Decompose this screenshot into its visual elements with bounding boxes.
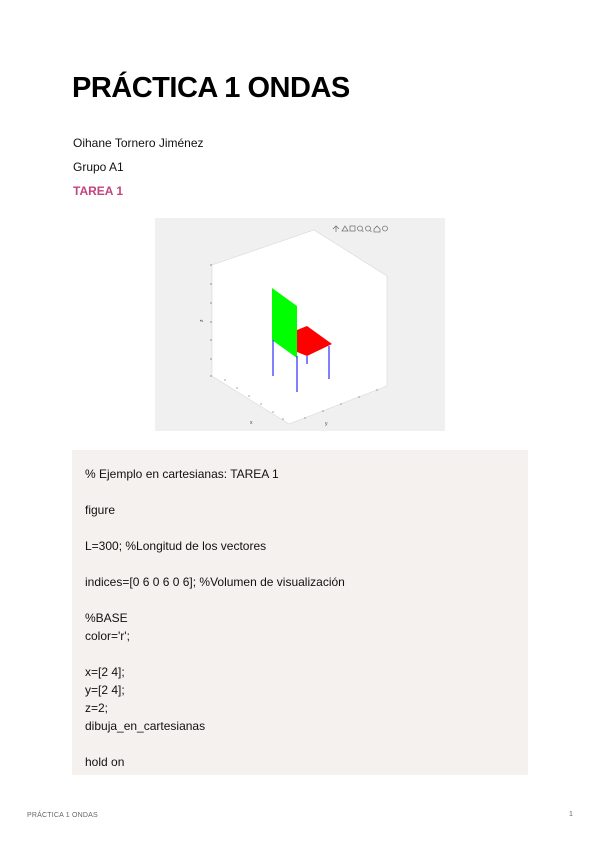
code-line [85,555,515,573]
z-axis-label: z [199,319,205,322]
code-line [85,519,515,537]
code-line: y=[2 4]; [85,683,125,697]
axes-box [212,230,387,424]
pan-icon[interactable] [333,226,339,232]
rotate-icon[interactable] [350,226,355,231]
code-line: L=300; %Longitud de los vectores [85,539,267,553]
code-line [85,591,515,609]
code-line: indices=[0 6 0 6 0 6]; %Volumen de visualización [85,575,345,589]
page-number: 1 [569,811,573,818]
code-line [85,483,515,501]
group-label: Grupo A1 [73,160,124,174]
footer-title: PRÁCTICA 1 ONDAS [27,812,98,819]
data-cursor-icon[interactable] [342,226,348,231]
z-axis [210,265,212,376]
export-icon[interactable] [383,226,388,231]
code-line: dibuja_en_cartesianas [85,719,206,733]
code-line: % Ejemplo en cartesianas: TAREA 1 [85,467,279,481]
home-icon[interactable] [374,226,380,232]
y-axis-label: y [325,421,328,427]
page-title: PRÁCTICA 1 ONDAS [72,72,350,104]
code-line: color='r'; [85,629,130,643]
code-line [85,735,515,753]
code-line: %BASE [85,611,128,625]
task-heading: TAREA 1 [73,184,124,198]
matlab-figure [155,218,445,431]
code-line: x=[2 4]; [85,665,125,679]
figure-canvas [155,218,445,431]
code-block [72,450,528,775]
zoom-out-icon[interactable] [366,226,372,232]
author-name: Oihane Tornero Jiménez [73,136,204,150]
figure-toolbar [333,226,388,232]
code-line: z=2; [85,701,109,715]
code-line: figure [85,503,116,517]
zoom-in-icon[interactable] [358,226,364,232]
x-axis-label: x [250,420,253,426]
code-line [85,645,515,663]
code-line: hold on [85,755,125,769]
